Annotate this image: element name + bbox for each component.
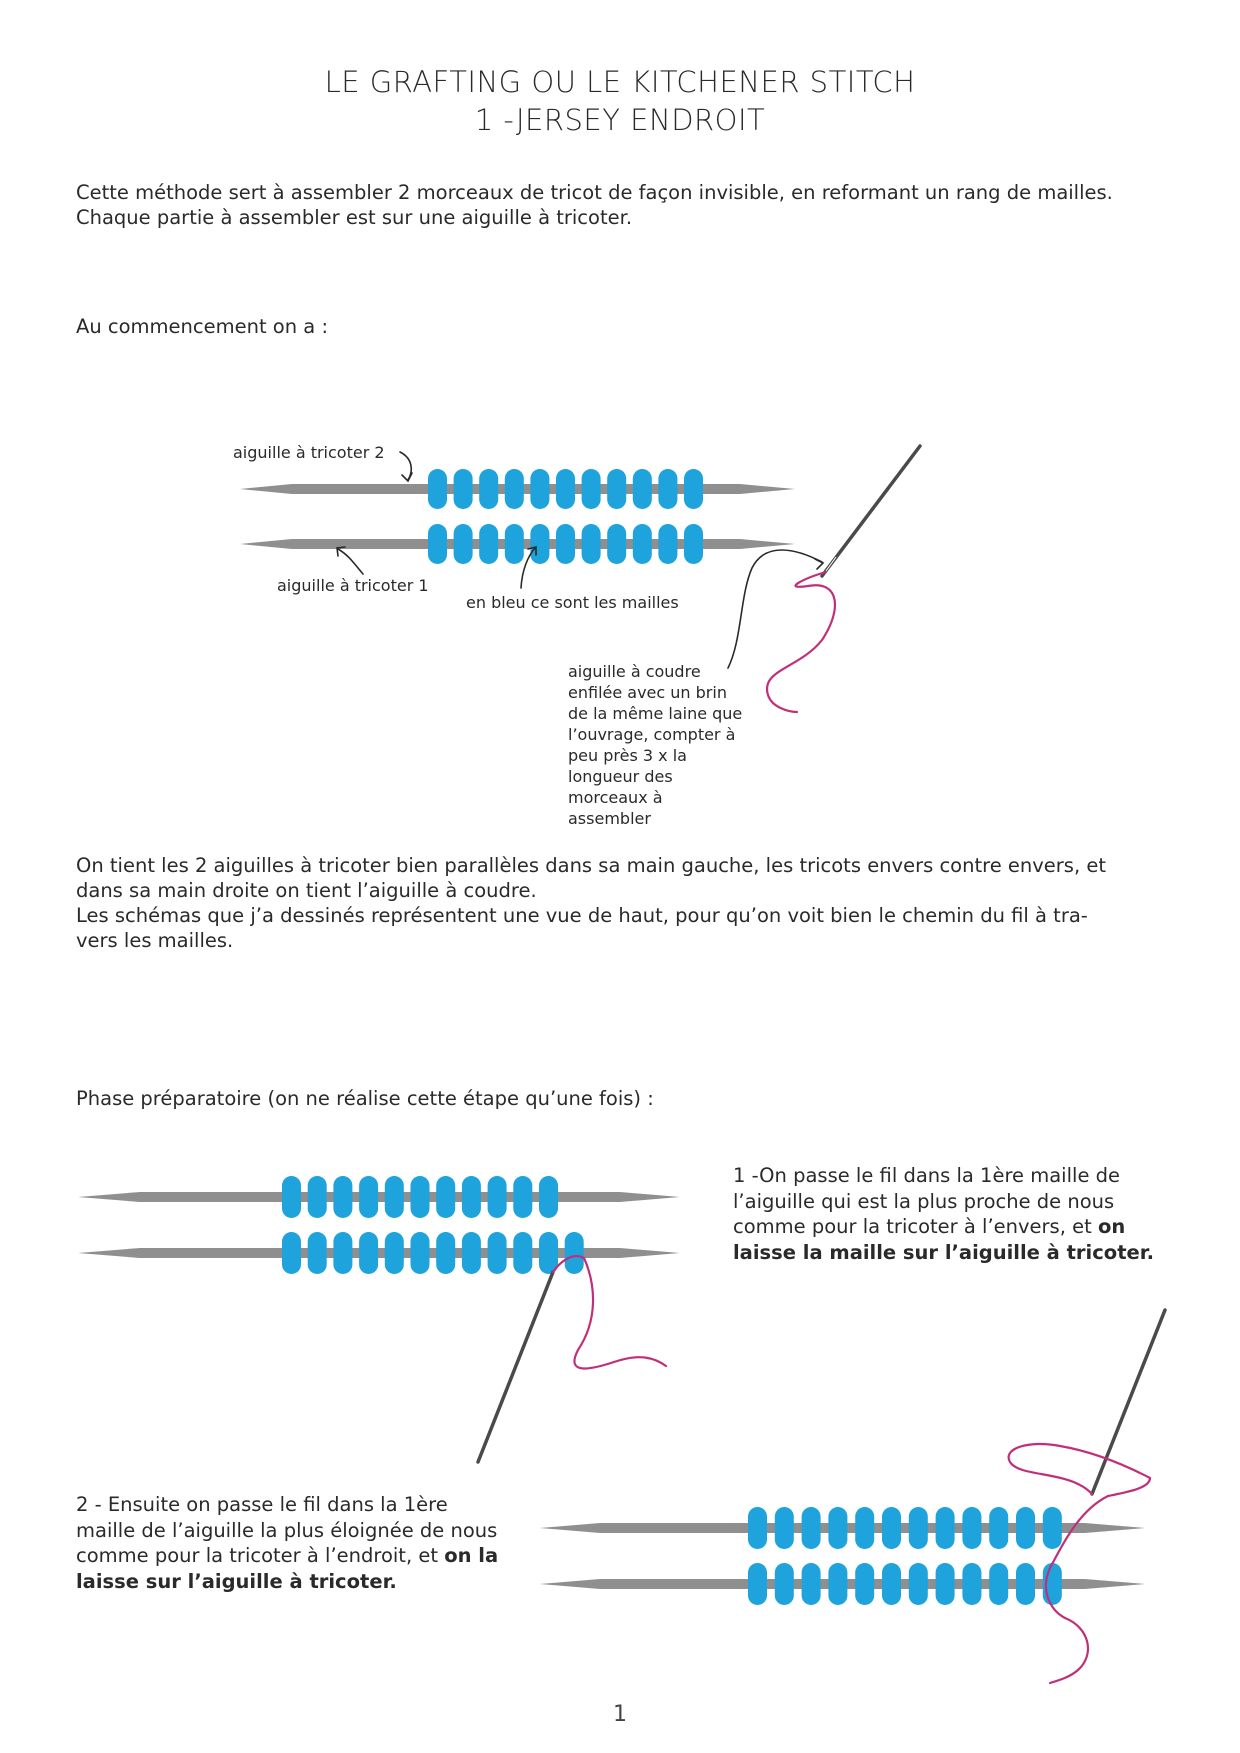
step-1-line-2: l’aiguille qui est la plus proche de nous <box>733 1189 1115 1213</box>
label-needle-2: aiguille à tricoter 2 <box>233 443 385 462</box>
stitch <box>505 524 524 564</box>
phase-heading: Phase préparatoire (on ne réalise cette étape qu’une fois) : <box>76 1087 654 1110</box>
sewing-label-line: morceaux à <box>568 788 663 807</box>
hold-line-1: On tient les 2 aiguilles à tricoter bien parallèles dans sa main gauche, les tricots envers contre envers, et <box>76 854 1107 877</box>
step-1-line-3-bold: on <box>1097 1215 1126 1238</box>
stitch <box>282 1176 301 1218</box>
stitch <box>802 1563 821 1605</box>
stitch <box>513 1176 532 1218</box>
page-number: 1 <box>613 1702 627 1727</box>
diagram-step-1 <box>78 1176 680 1462</box>
stitch <box>436 1176 455 1218</box>
sewing-label-line: longueur des <box>568 767 673 786</box>
stitch <box>556 469 575 509</box>
sewing-needle <box>478 1272 553 1462</box>
stitch <box>488 1232 507 1274</box>
sewing-label-line: l’ouvrage, compter à <box>568 725 736 744</box>
stitch <box>633 524 652 564</box>
intro-line-2: Chaque partie à assembler est sur une aiguille à tricoter. <box>76 206 633 229</box>
step-2-line-2: maille de l’aiguille la plus éloignée de nous <box>76 1518 498 1542</box>
stitch <box>936 1563 955 1605</box>
step-1-line-1: 1 -On passe le fil dans la 1ère maille de <box>733 1164 1121 1187</box>
stitch <box>530 524 549 564</box>
stitch <box>684 469 703 509</box>
stitch-row-far <box>282 1176 558 1218</box>
stitch-row-needle-2 <box>428 469 703 509</box>
diagram-initial-setup <box>240 446 920 712</box>
stitch <box>658 469 677 509</box>
stitch-row-needle-1 <box>428 524 703 564</box>
stitch <box>308 1176 327 1218</box>
stitch <box>436 1232 455 1274</box>
stitch <box>333 1176 352 1218</box>
stitch <box>308 1232 327 1274</box>
stitch <box>909 1563 928 1605</box>
stitch <box>962 1563 981 1605</box>
stitch <box>775 1507 794 1549</box>
step-2-line-4-bold: laisse sur l’aiguille à tricoter. <box>76 1569 397 1593</box>
stitch <box>411 1176 430 1218</box>
stitch <box>748 1563 767 1605</box>
label-needle-1: aiguille à tricoter 1 <box>277 576 429 595</box>
sewing-needle-eye <box>826 557 836 571</box>
stitch <box>802 1507 821 1549</box>
sewing-label-line: de la même laine que <box>568 704 743 723</box>
stitch <box>882 1563 901 1605</box>
stitch <box>333 1232 352 1274</box>
arrow-sewing-needle <box>728 550 822 668</box>
stitch <box>633 469 652 509</box>
stitch <box>454 524 473 564</box>
sewing-label-line: peu près 3 x la <box>568 746 687 765</box>
stitch <box>479 524 498 564</box>
sewing-label-line: aiguille à coudre <box>568 662 701 681</box>
stitch <box>359 1232 378 1274</box>
stitch <box>556 524 575 564</box>
stitch <box>855 1507 874 1549</box>
hold-line-3: Les schémas que j’a dessinés représentent une vue de haut, pour qu’on voit bien le chemin du fil à tra- <box>76 904 1088 927</box>
stitch <box>565 1232 584 1274</box>
stitch <box>1016 1563 1035 1605</box>
stitch <box>513 1232 532 1274</box>
step-2-line-3-normal: comme pour la tricoter à l’endroit, et <box>76 1544 445 1567</box>
start-heading: Au commencement on a : <box>76 315 329 338</box>
stitch <box>936 1507 955 1549</box>
stitch <box>962 1507 981 1549</box>
stitch <box>411 1232 430 1274</box>
yarn-thread <box>574 1258 666 1369</box>
stitch <box>828 1507 847 1549</box>
step-1-line-3-normal: comme pour la tricoter à l’envers, et <box>733 1215 1098 1238</box>
sewing-needle <box>822 446 920 576</box>
stitch <box>882 1507 901 1549</box>
stitch <box>607 524 626 564</box>
yarn-thread-top <box>1009 1444 1150 1496</box>
yarn-thread <box>767 572 835 712</box>
stitch <box>775 1563 794 1605</box>
sewing-label-line: assembler <box>568 809 651 828</box>
stitch <box>582 469 601 509</box>
hold-line-2: dans sa main droite on tient l’aiguille à coudre. <box>76 879 537 902</box>
sewing-label-line: enfilée avec un brin <box>568 683 727 702</box>
stitch <box>855 1563 874 1605</box>
hold-line-4: vers les mailles. <box>76 929 234 952</box>
stitch <box>989 1563 1008 1605</box>
diagram-step-2 <box>540 1310 1165 1683</box>
stitch <box>385 1232 404 1274</box>
label-stitches: en bleu ce sont les mailles <box>466 593 679 612</box>
intro-line-1: Cette méthode sert à assembler 2 morceaux de tricot de façon invisible, en reformant un rang de mailles. <box>76 181 1113 204</box>
arrow-sewing-needle-head <box>815 559 823 569</box>
stitch <box>462 1232 481 1274</box>
knitting-needle-far <box>78 1192 680 1202</box>
stitch <box>488 1176 507 1218</box>
arrow-needle-1 <box>338 549 363 574</box>
stitch <box>1043 1507 1062 1549</box>
stitch <box>530 469 549 509</box>
stitch <box>607 469 626 509</box>
stitch <box>359 1176 378 1218</box>
stitch <box>828 1563 847 1605</box>
stitch <box>684 524 703 564</box>
stitch <box>909 1507 928 1549</box>
stitch <box>385 1176 404 1218</box>
stitch <box>505 469 524 509</box>
stitch <box>462 1176 481 1218</box>
stitch <box>454 469 473 509</box>
page-title-line-2: 1 -JERSEY ENDROIT <box>474 103 766 137</box>
stitch <box>539 1176 558 1218</box>
stitch <box>989 1507 1008 1549</box>
stitch <box>658 524 677 564</box>
stitch <box>428 524 447 564</box>
step-2-line-3-bold: on la <box>444 1544 499 1567</box>
stitch <box>282 1232 301 1274</box>
knitting-needle-near <box>78 1248 680 1258</box>
stitch <box>1016 1507 1035 1549</box>
page-title-line-1: LE GRAFTING OU LE KITCHENER STITCH <box>324 65 916 99</box>
stitch <box>748 1507 767 1549</box>
stitch <box>479 469 498 509</box>
step-1-line-4-bold: laisse la maille sur l’aiguille à tricoter. <box>733 1240 1154 1264</box>
stitch <box>428 469 447 509</box>
stitch <box>582 524 601 564</box>
step-2-line-1: 2 - Ensuite on passe le fil dans la 1ère <box>76 1493 448 1516</box>
